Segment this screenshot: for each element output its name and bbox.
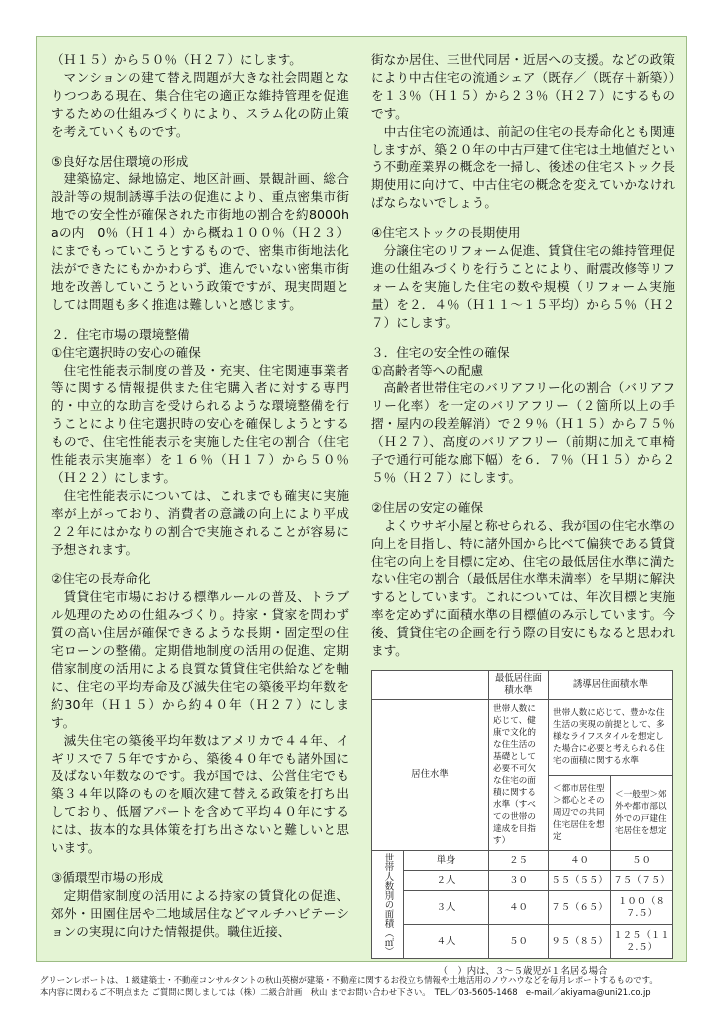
section-heading: ②住宅の長寿命化 — [51, 571, 151, 587]
paragraph: 街なか居住、三世代同居・近居への支援。などの政策により中古住宅の流通シェア（既存／（既存＋新築））を１３％（Ｈ１５）から２３％（Ｈ２７）にするものです。 — [371, 52, 675, 121]
left-column — [51, 51, 349, 941]
row-3-general: １００（８７.５） — [611, 891, 673, 925]
paragraph: 建築協定、緑地協定、地区計画、景観計画、総合設計等の規制誘導手法の促進により、重点密集市街地での安全性が確保された市街地の割合を約8000haの内 0％（Ｈ１４）から概ね１００％（Ｈ２３）にまでもっていこうとするもので、密集市街地法化法ができたにもかかわらず、進んでいない密集市街地を改善していこうという政策ですが、現実問題としては問題も多く推進は難しいと感じます。 — [51, 171, 349, 312]
table-corner — [372, 671, 489, 700]
row-2-label: ２人 — [404, 871, 489, 891]
desc-urban-type: ＜都市居住型＞都心とその周辺での共同住宅居住を想定 — [549, 775, 611, 851]
paragraph: （Ｈ１５）から５０％（Ｈ２７）にします。 — [51, 52, 302, 67]
row-4-general: １２５（１１２.５） — [611, 925, 673, 959]
paragraph-gap — [371, 212, 675, 224]
row-single-min: ２５ — [489, 851, 549, 871]
paragraph: 賃貸住宅市場における標準ルールの普及、トラブル処理のための仕組みづくり。持家・貸家を問わず質の高い住居が確保できるような長期・固定型の住宅ローンの整備。定期借地制度の活用の促進、定期借家制度の活用による良質な賃貸住宅供給などを軸に、住宅の平均寿命及び滅失住宅の築後平均年数を約30年（Ｈ１５）から約４０年（Ｈ２７）にします。 — [51, 589, 349, 730]
paragraph-gap — [51, 141, 349, 153]
footer — [40, 974, 690, 998]
row-single-urban: ４０ — [549, 851, 611, 871]
paragraph-gap — [371, 332, 675, 344]
paragraph-gap — [51, 857, 349, 869]
row-3-label: ３人 — [404, 891, 489, 925]
row-2-urban: ５５（５５） — [549, 871, 611, 891]
section-heading: ②住居の安定の確保 — [371, 499, 484, 515]
paragraph: 定期借家制度の活用による持家の賃貸化の促進、郊外・田園住居や二地域居住などマルチハビテーションの実現に向けた情報提供。職住近接、 — [51, 887, 349, 939]
paragraph: 住宅性能表示については、これまでも確実に実施率が上がっており、消費者の意識の向上により平成２２年にはかなりの割合で実施されることが容易に予想されます。 — [51, 487, 349, 557]
paragraph: 中古住宅の流通は、前記の住宅の長寿命化とも関連しますが、築２０年の中古戸建て住宅は土地値だという不動産業界の概念を一掃し、後述の住宅ストック長期使用に向けて、中古住宅の概念を変えていかなければならないでしょう。 — [371, 123, 675, 211]
paragraph-gap — [51, 558, 349, 570]
desc-induce-area: 世帯人数に応じて、豊かな住生活の実現の前提として、多様なライフスタイルを想定した場合に必要と考えられる住宅の面積に関する水準 — [549, 700, 673, 776]
label-area-by-household: 世帯人数別の面積（㎡） — [372, 851, 404, 959]
row-3-min: ４０ — [489, 891, 549, 925]
report-frame — [36, 36, 687, 978]
section-heading: ①高齢者等への配慮 — [371, 362, 484, 378]
housing-area-table — [371, 670, 673, 959]
paragraph-gap — [51, 314, 349, 326]
paragraph: よくウサギ小屋と称せられる、我が国の住宅水準の向上を目指し、特に諸外国から比べて偏狭である賃貸住宅の向上を目標に定め、住宅の最低居住水準に満たない住宅の割合（最低居住水準未満率）を早期に解決するとしています。これについては、年次目標と実施率を定めずに面積水準の目標値のみ示しています。今後、賃貸住宅の企画を行う際の目安にもなると思われます。 — [371, 517, 675, 659]
paragraph: 滅失住宅の築後平均年数はアメリカで４４年、イギリスで７５年ですから、築後４０年でも諸外国に及ばない年数なのです。我が国では、公営住宅でも築３４年以降のものを順次建て替える政策を打ち出しており、低層アパートを含めて平均４０年にするには、抜本的な具体策を打ち出さないと難しいと思います。 — [51, 732, 349, 856]
header-induce-area: 誘導居住面積水準 — [549, 671, 673, 700]
header-min-area: 最低居住面積水準 — [489, 671, 549, 700]
paragraph-gap — [371, 487, 675, 499]
paragraph: 分譲住宅のリフォーム促進、賃貸住宅の維持管理促進の仕組みづくりを行うことにより、耐震改修等リフォームを実施した住宅の数や規模（リフォーム実施量）を２．４％（Ｈ１１～１５平均）から５％（Ｈ２７）にします。 — [371, 243, 675, 330]
section-heading: ３．住宅の安全性の確保 — [371, 344, 510, 360]
row-single-label: 単身 — [404, 851, 489, 871]
desc-min-area: 世帯人数に応じて、健康で文化的な住生活の基礎として必要不可欠な住宅の面積に関する水準（すべての世帯の達成を目指す） — [489, 700, 549, 851]
row-4-urban: ９５（８５） — [549, 925, 611, 959]
paragraph: マンションの建て替え問題が大きな社会問題となりつつある現在、集合住宅の適正な維持管理を促進するための仕組みづくりにより、スラム化の防止策を考えていくものです。 — [51, 69, 349, 139]
table-note: （ ）内は、３～５歳児が１名居る場合 — [438, 966, 608, 978]
footer-line-1: グリーンレポートは、１級建築士・不動産コンサルタントの秋山英樹が建築・不動産に関するお役立ち情報や土地活用のノウハウなどを毎月レポートするものです。 — [40, 975, 658, 985]
paragraph: 住宅性能表示制度の普及・充実、住宅関連事業者等に関する情報提供また住宅購入者に対する専門的・中立的な助言を受けられるような環境整備を行うことにより住宅選択時の安心を確保しようとするもので、住宅性能表示を実施した住宅の割合（住宅性能表示実施率）を１６％（Ｈ１７）から５０％（Ｈ２２）にします。 — [51, 362, 349, 485]
right-column-text — [371, 51, 675, 660]
label-standard: 居住水準 — [372, 700, 489, 851]
footer-line-2: 本内容に関わるご不明点また ご質問に関しましては（株）二級合計画 秋山 までお問い合わせ下さい。 TEL／03-5605-1468 e-mail／akiyama@uni21.co.jp — [40, 987, 651, 997]
section-heading: ④住宅ストックの長期使用 — [371, 225, 521, 241]
row-4-min: ５０ — [489, 925, 549, 959]
row-single-general: ５０ — [611, 851, 673, 871]
paragraph: 高齢者世帯住宅のバリアフリー化の割合（バリアフリー化率）を一定のバリアフリー（２箇所以上の手摺・屋内の段差解消）で２９％（Ｈ１５）から７５％（Ｈ２７）、高度のバリアフリー（前期に加えて車椅子で通行可能な廊下幅）を６．７％（Ｈ１５）から２５％（Ｈ２７）にします。 — [371, 380, 675, 485]
row-3-urban: ７５（６５） — [549, 891, 611, 925]
section-heading: ⑤良好な居住環境の形成 — [51, 153, 189, 169]
section-heading: ③循環型市場の形成 — [51, 869, 164, 885]
desc-general-type: ＜一般型＞郊外や都市部以外での戸建住宅居住を想定 — [611, 775, 673, 851]
row-4-label: ４人 — [404, 925, 489, 959]
row-2-min: ３０ — [489, 871, 549, 891]
section-heading: ２．住宅市場の環境整備 — [51, 326, 190, 342]
right-column — [371, 51, 675, 981]
section-heading: ①住宅選択時の安心の確保 — [51, 344, 201, 360]
row-2-general: ７５（７５） — [611, 871, 673, 891]
